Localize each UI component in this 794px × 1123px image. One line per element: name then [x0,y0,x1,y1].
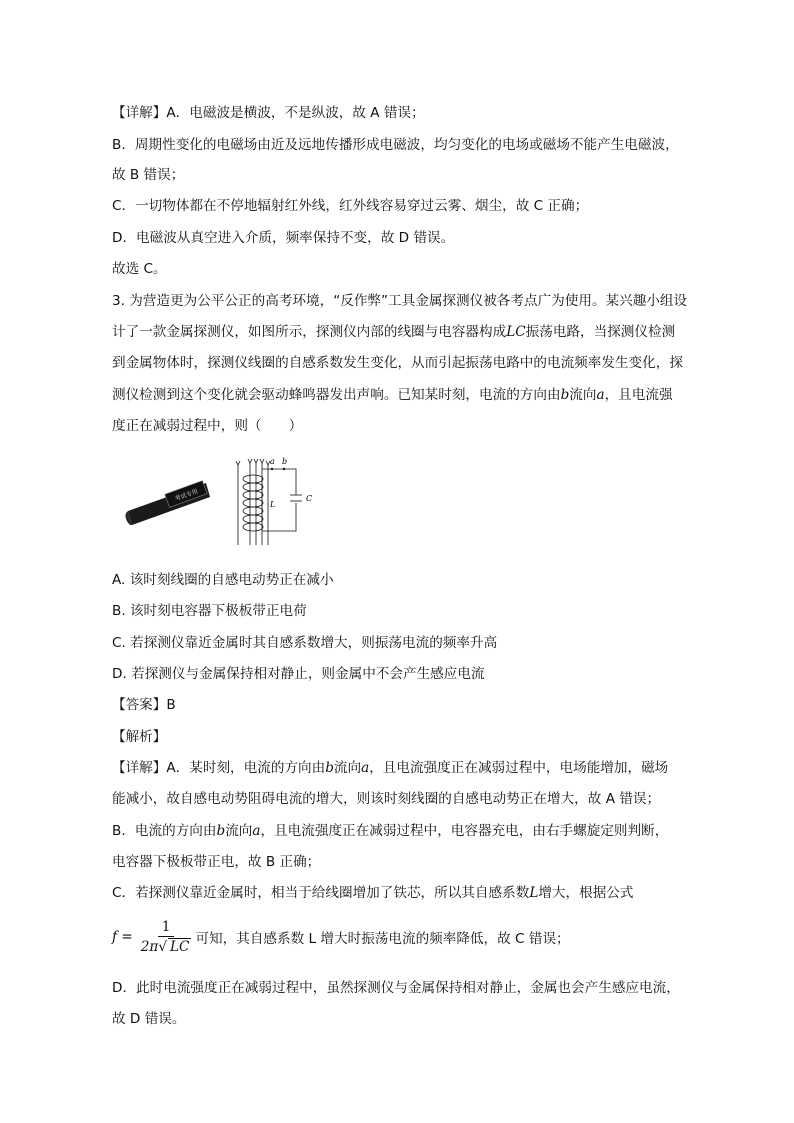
question-3-line-1: 3. 为营造更为公平公正的高考环境，“反作弊”工具金属探测仪被各考点广为使用。某兴趣小组设 [112,293,688,309]
text: ，且电流强度正在减弱过程中，电场能增加，磁场 [369,760,669,776]
option-b: B. 该时刻电容器下极板带正电荷 [112,603,307,619]
detector-figure [122,453,332,548]
frequency-formula [112,913,570,961]
text: B．电流的方向由 [112,823,217,839]
detail-b-line-2: 电容器下极板带正电，故 B 正确； [112,854,321,870]
line-detail-4: C．一切物体都在不停地辐射红外线，红外线容易穿过云雾、烟尘，故 C 正确； [112,198,589,214]
question-3-line-3: 到金属物体时，探测仪线圈的自感系数发生变化，从而引起振荡电路中的电流频率发生变化，探 [112,355,683,371]
option-a: A. 该时刻线圈的自感电动势正在减小 [112,572,334,588]
a-symbol: a [252,823,261,839]
sqrt-content: LC [170,938,190,955]
text: ，且电流强 [604,387,673,403]
text: C．若探测仪靠近金属时，相当于给线圈增加了铁芯，所以其自感系数 [112,885,530,901]
label-L: L [270,500,276,509]
device-label: 考试专用 [174,488,200,503]
b-symbol: b [325,760,334,776]
question-3-line-2 [112,322,675,342]
answer-label: 【答案】B [112,697,176,713]
sqrt-sign: √ [158,938,168,955]
detail-b-line-1 [112,821,668,841]
option-c: C. 若探测仪靠近金属时其自感系数增大，则振荡电流的频率升高 [112,635,498,651]
label-C: C [306,494,313,503]
line-detail-1: 【详解】A．电磁波是横波，不是纵波，故 A 错误； [112,105,425,121]
line-detail-2: B．周期性变化的电磁场由近及远地传播形成电磁波，均匀变化的电场或磁场不能产生电磁波， [112,137,679,153]
b-symbol: b [216,823,226,839]
formula-lhs: f = [112,929,133,945]
b-symbol: b [560,387,570,403]
formula-fraction [141,918,192,957]
coil [236,459,270,545]
two-pi: 2π [140,938,159,955]
node-a [271,468,273,470]
text: 流向 [333,760,362,776]
question-3-line-5: 度正在减弱过程中，则（ ） [112,418,303,434]
detail-c-line-1 [112,883,634,903]
option-d: D. 若探测仪与金属保持相对静止，则金属中不会产生感应电流 [112,666,485,682]
detail-a-line-2: 能减小，故自感电动势阻碍电流的增大，则该时刻线圈的自感电动势正在增大，故 A 错误； [112,791,661,807]
text: 流向 [225,823,253,839]
line-detail-5: D．电磁波从真空进入介质，频率保持不变，故 D 错误。 [112,230,455,246]
detector-device [126,481,211,525]
label-b: b [282,457,288,466]
text: 计了一款金属探测仪，如图所示，探测仪内部的线圈与电容器构成 [112,324,507,340]
text: ，且电流强度正在减弱过程中，电容器充电，由右手螺旋定则判断， [260,823,669,839]
detector-svg [122,453,332,548]
node-b [283,468,285,470]
question-3-line-4 [112,385,673,405]
formula-numerator: 1 [158,918,175,937]
detail-d-line-2: 故 D 错误。 [112,1011,186,1027]
analysis-label: 【解析】 [112,729,167,745]
text: 【详解】A．某时刻，电流的方向由 [112,760,326,776]
text: 流向 [569,387,597,403]
text: 振荡电路，当探测仪检测 [525,324,676,340]
detail-d-line-1: D．此时电流强度正在减弱过程中，虽然探测仪与金属保持相对静止，金属也会产生感应电流， [112,980,680,996]
l-symbol: L [529,885,539,901]
label-a: a [270,457,275,466]
line-detail-3: 故 B 错误； [112,167,185,183]
formula-denominator [141,937,192,957]
detail-a-line-1 [112,758,668,778]
lc-symbol: LC [506,324,526,340]
formula-text: 可知，其自感系数 L 增大时振荡电流的频率降低，故 C 错误； [195,931,570,947]
line-choose-c: 故选 C。 [112,261,167,277]
text: 增大，根据公式 [538,885,634,901]
text: 测仪检测到这个变化就会驱动蜂鸣器发出声响。已知某时刻，电流的方向由 [112,387,561,403]
a-symbol: a [596,387,605,403]
a-symbol: a [361,760,370,776]
